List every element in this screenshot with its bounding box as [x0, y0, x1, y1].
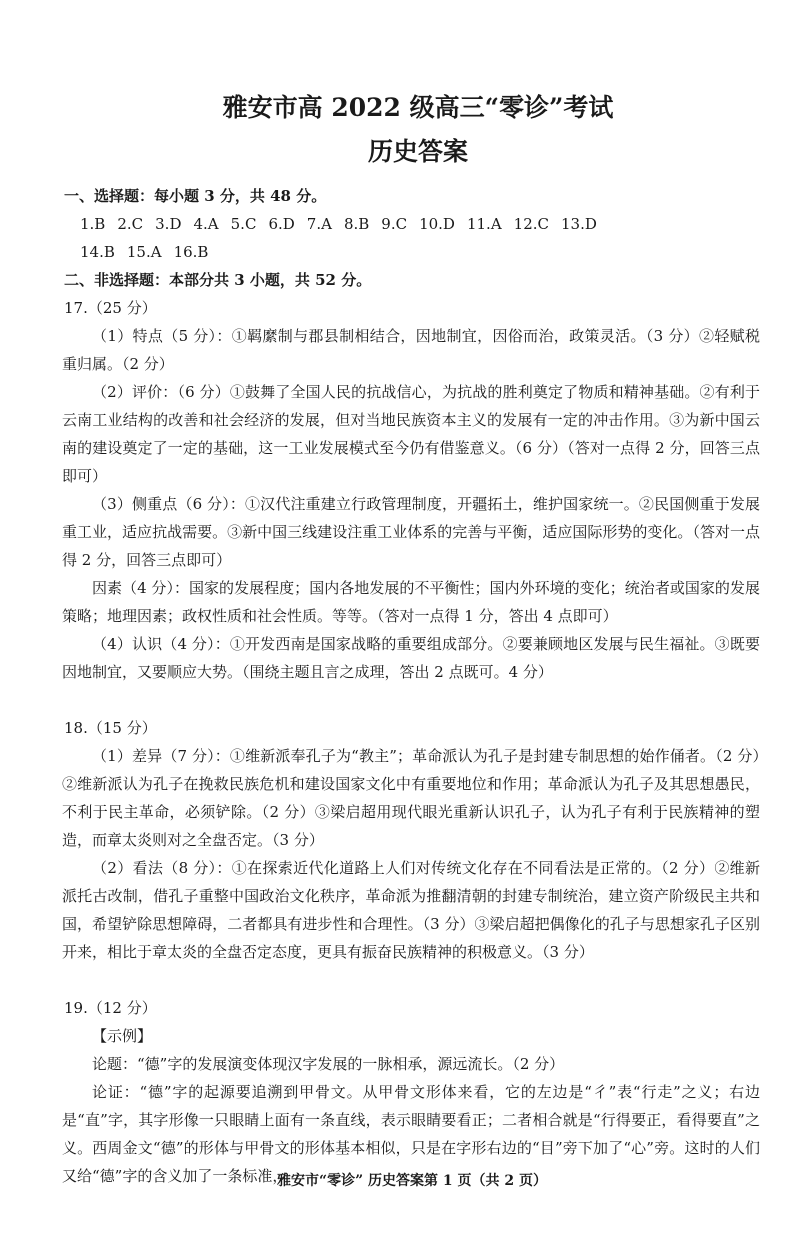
q17-part4: （4）认识（4 分）：①开发西南是国家战略的重要组成部分。②要兼顾地区发展与民生福祉。③既要因地制宜，又要顺应大势。（围绕主题且言之成理，答出 2 点既可。4 分）: [62, 635, 760, 681]
q17-heading: 17.（25 分）: [64, 299, 157, 317]
answer-item: 9.C: [381, 215, 408, 233]
q19-example-label: 【示例】: [92, 1027, 153, 1045]
q17-part2: （2）评价：（6 分）①鼓舞了全国人民的抗战信心，为抗战的胜利奠定了物质和精神基础。②有利于云南工业结构的改善和社会经济的发展，但对当地民族资本主义的发展有一定的冲击作用。③为新中国云南的建设奠定了一定的基础，这一工业发展模式至今仍有借鉴意义。（6 分）（答对一点得 2 分，回答三点即可）: [62, 383, 760, 485]
answer-item: 14.B: [80, 243, 115, 261]
q18-heading: 18.（15 分）: [64, 719, 157, 737]
answer-item: 16.B: [173, 243, 209, 261]
q17-part1: （1）特点（5 分）：①羁縻制与郡县制相结合，因地制宜，因俗而治，政策灵活。（3 分）②轻赋税重归属。（2 分）: [62, 327, 760, 373]
answer-item: 15.A: [126, 243, 162, 261]
answer-item: 1.B: [80, 215, 106, 233]
answer-item: 4.A: [193, 215, 219, 233]
answers-row-2: [80, 238, 760, 266]
answer-item: 13.D: [561, 215, 597, 233]
answer-item: 10.D: [419, 215, 455, 233]
answers-row-1: [80, 210, 760, 238]
q18-part1: （1）差异（7 分）：①维新派奉孔子为“教主”；革命派认为孔子是封建专制思想的始作俑者。（2 分）②维新派认为孔子在挽救民族危机和建设国家文化中有重要地位和作用；革命派认为孔子及其思想愚民，不利于民主革命，必须铲除。（2 分）③梁启超用现代眼光重新认识孔子，认为孔子有利于民族精神的塑造，而章太炎则对之全盘否定。（3 分）: [62, 747, 760, 849]
page-subtitle: 历史答案: [367, 137, 468, 166]
answer-item: 3.D: [155, 215, 182, 233]
answer-item: 12.C: [513, 215, 549, 233]
section1-heading: 一、选择题：每小题 3 分，共 48 分。: [64, 187, 327, 205]
answer-item: 5.C: [230, 215, 257, 233]
section2-heading: 二、非选择题：本部分共 3 小题，共 52 分。: [64, 271, 372, 289]
answer-item: 8.B: [343, 215, 370, 233]
spacer: [62, 966, 760, 994]
answer-item: 11.A: [466, 215, 502, 233]
answer-item: 6.D: [268, 215, 295, 233]
q19-thesis: 论题：“德”字的发展演变体现汉字发展的一脉相承，源远流长。（2 分）: [92, 1055, 565, 1073]
answer-item: 7.A: [306, 215, 332, 233]
q17-factors: 因素（4 分）：国家的发展程度；国内各地发展的不平衡性；国内外环境的变化；统治者或国家的发展策略；地理因素；政权性质和社会性质。等等。（答对一点得 1 分，答出 4 点即可）: [62, 579, 760, 625]
q19-argument: 论证：“德”字的起源要追溯到甲骨文。从甲骨文形体来看，它的左边是“彳”表“行走”之义；右边是“直”字，其字形像一只眼睛上面有一条直线，表示眼睛要看正；二者相合就是“行得要正，看得要直”之义。西周金文“德”的形体与甲骨文的形体基本相似，只是在字形右边的“目”旁下加了“心”旁。这时的人们又给“德”字的含义加了一条标准，: [62, 1083, 760, 1185]
page-footer: 雅安市“零诊” 历史答案第 1 页（共 2 页）: [277, 1173, 547, 1189]
q19-heading: 19.（12 分）: [64, 999, 157, 1017]
q17-part3: （3）侧重点（6 分）：①汉代注重建立行政管理制度，开疆拓土，维护国家统一。②民国侧重于发展重工业，适应抗战需要。③新中国三线建设注重工业体系的完善与平衡，适应国际形势的变化。（答对一点得 2 分，回答三点即可）: [62, 495, 760, 569]
spacer: [62, 686, 760, 714]
q18-part2: （2）看法（8 分）：①在探索近代化道路上人们对传统文化存在不同看法是正常的。（2 分）②维新派托古改制，借孔子重整中国政治文化秩序，革命派为推翻清朝的封建专制统治，建立资产阶级民主共和国，希望铲除思想障碍，二者都具有进步性和合理性。（3 分）③梁启超把偶像化的孔子与思想家孔子区别开来，相比于章太炎的全盘否定态度，更具有振奋民族精神的积极意义。（3 分）: [62, 859, 760, 961]
answer-item: 2.C: [117, 215, 144, 233]
page-title: 雅安市高 2022 级高三“零诊”考试: [222, 93, 614, 122]
